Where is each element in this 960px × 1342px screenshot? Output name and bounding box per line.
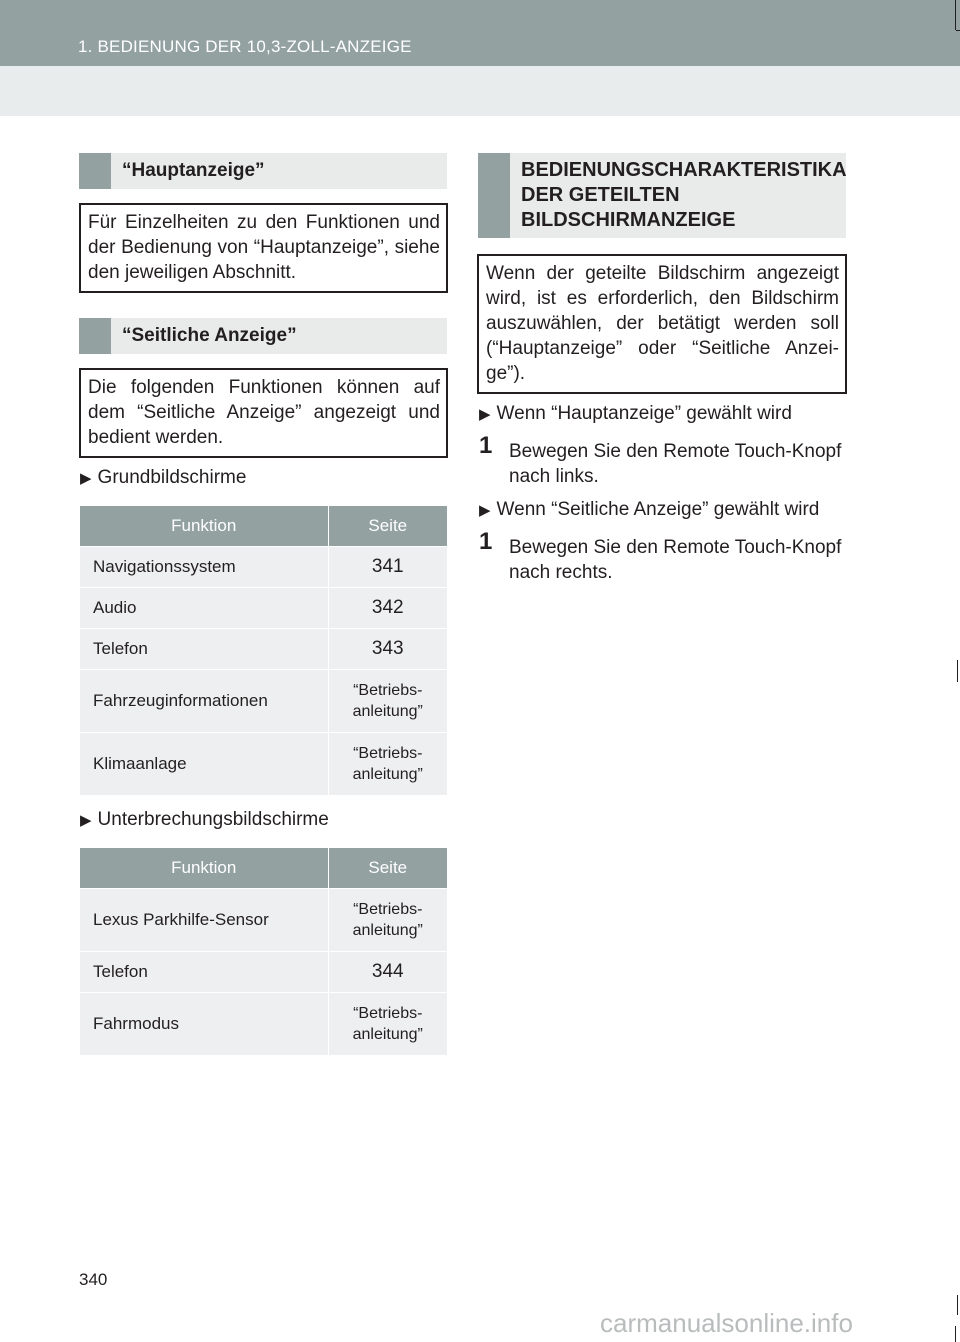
table-row bbox=[80, 629, 447, 670]
step-text: Bewegen Sie den Remote Touch-Knopf nach rechts. bbox=[509, 537, 842, 583]
crop-mark bbox=[955, 0, 956, 30]
step-text: Bewegen Sie den Remote Touch-Knopf nach links. bbox=[509, 441, 842, 487]
info-box-geteilter-bildschirm: Wenn der geteilte Bildschirm angezeigt wird, ist es erforderlich, den Bildschirm auszuwählen, der betätigt werden soll (“Hauptanzeige” oder “Seitliche Anzeige”). bbox=[477, 254, 847, 394]
table-header-row bbox=[80, 506, 447, 547]
column-header-seite: Seite bbox=[328, 848, 447, 889]
triangle-bullet-icon: ▶ bbox=[80, 470, 92, 487]
cell-funktion: Lexus Parkhilfe-Sensor bbox=[80, 889, 328, 952]
bullet-label: Unterbrechungsbildschirme bbox=[97, 809, 329, 830]
table-row bbox=[80, 889, 447, 952]
triangle-bullet-icon: ▶ bbox=[479, 502, 491, 519]
section-heading-hauptanzeige bbox=[79, 153, 447, 189]
crop-mark bbox=[957, 660, 958, 682]
chapter-title: 1. BEDIENUNG DER 10,3-ZOLL-ANZEIGE bbox=[78, 37, 412, 56]
table-row bbox=[80, 547, 447, 588]
heading-bar bbox=[79, 318, 111, 354]
page-number: 340 bbox=[79, 1270, 108, 1289]
table-row bbox=[80, 670, 447, 733]
watermark: carmanualsonline.info bbox=[600, 1308, 853, 1338]
bullet-label: Wenn “Seitliche Anzeige” gewählt wird bbox=[496, 499, 820, 520]
step-number: 1 bbox=[479, 528, 493, 555]
cell-seite: 343 bbox=[328, 629, 447, 670]
cell-funktion: Telefon bbox=[80, 629, 328, 670]
section-heading-geteilte-bildschirmanzeige bbox=[478, 153, 846, 238]
column-header-funktion: Funktion bbox=[80, 506, 328, 547]
step-1-links bbox=[479, 432, 854, 491]
step-1-rechts bbox=[479, 528, 854, 587]
table-grundbildschirme bbox=[80, 506, 447, 795]
table-unterbrechungsbildschirme bbox=[80, 848, 447, 1055]
cell-seite: “Betriebs-anleitung” bbox=[328, 670, 447, 733]
cell-funktion: Fahrmodus bbox=[80, 993, 328, 1056]
cell-funktion: Navigationssystem bbox=[80, 547, 328, 588]
triangle-bullet-icon: ▶ bbox=[479, 406, 491, 423]
heading-text: “Hauptanzeige” bbox=[122, 160, 265, 181]
cell-funktion: Telefon bbox=[80, 952, 328, 993]
crop-mark bbox=[955, 1326, 956, 1342]
cell-seite: “Betriebs-anleitung” bbox=[328, 993, 447, 1056]
table-header-row bbox=[80, 848, 447, 889]
cell-seite: 341 bbox=[328, 547, 447, 588]
cell-seite: 342 bbox=[328, 588, 447, 629]
cell-funktion: Fahrzeuginformationen bbox=[80, 670, 328, 733]
section-heading-seitliche-anzeige bbox=[79, 318, 447, 354]
step-number: 1 bbox=[479, 432, 493, 459]
cell-seite: “Betriebs-anleitung” bbox=[328, 733, 447, 796]
column-header-seite: Seite bbox=[328, 506, 447, 547]
triangle-bullet-icon: ▶ bbox=[80, 812, 92, 829]
info-box-hauptanzeige: Für Einzelheiten zu den Funktionen und der Bedienung von “Hauptanzeige”, siehe den jeweiligen Abschnitt. bbox=[79, 203, 448, 293]
bullet-seitliche-anzeige-gewaehlt bbox=[479, 498, 819, 523]
cell-funktion: Klimaanlage bbox=[80, 733, 328, 796]
bullet-hauptanzeige-gewaehlt bbox=[479, 402, 792, 427]
bullet-label: Wenn “Hauptanzeige” gewählt wird bbox=[496, 403, 792, 424]
heading-bar bbox=[478, 153, 510, 238]
table-row bbox=[80, 588, 447, 629]
crop-mark bbox=[956, 30, 960, 31]
cell-funktion: Audio bbox=[80, 588, 328, 629]
header-subband bbox=[0, 66, 960, 116]
heading-text: “Seitliche Anzeige” bbox=[122, 325, 297, 346]
heading-bar bbox=[79, 153, 111, 189]
table-row bbox=[80, 993, 447, 1056]
bullet-label: Grundbildschirme bbox=[97, 467, 247, 488]
cell-seite: “Betriebs-anleitung” bbox=[328, 889, 447, 952]
bullet-unterbrechungsbildschirme bbox=[80, 808, 329, 833]
column-header-funktion: Funktion bbox=[80, 848, 328, 889]
table-row bbox=[80, 952, 447, 993]
table-row bbox=[80, 733, 447, 796]
heading-text: BEDIENUNGSCHARAKTERISTIKA DER GETEILTEN BILDSCHIRMANZEIGE bbox=[521, 159, 846, 231]
cell-seite: 344 bbox=[328, 952, 447, 993]
crop-mark bbox=[957, 1295, 958, 1315]
bullet-grundbildschirme bbox=[80, 466, 246, 491]
info-box-seitliche-anzeige: Die folgenden Funktionen können auf dem “Seitliche Anzeige” angezeigt und bedient werden. bbox=[79, 368, 448, 458]
